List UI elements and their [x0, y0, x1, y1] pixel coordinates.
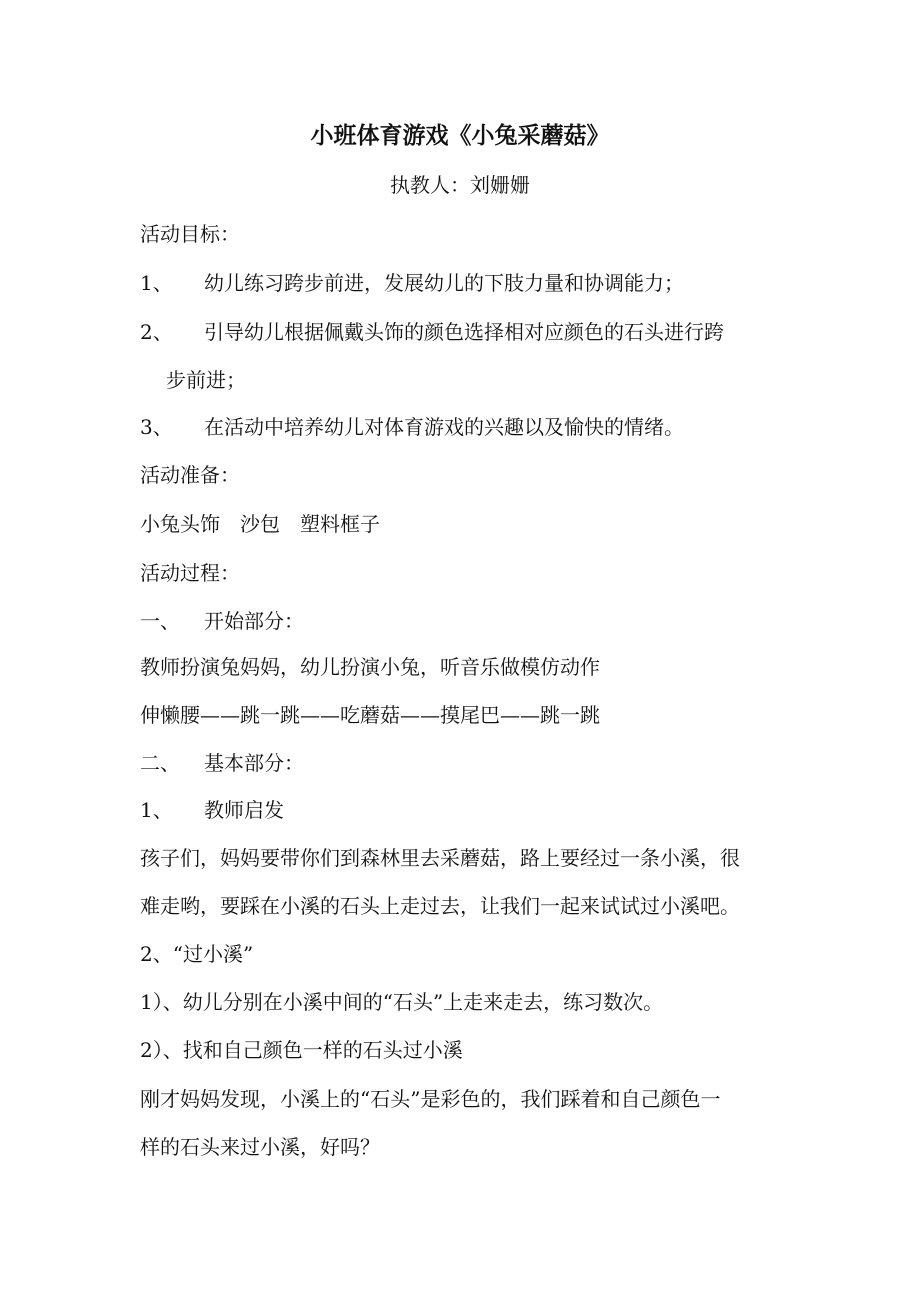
part-heading — [140, 751, 304, 775]
author-line: 执教人：刘姗姗 — [390, 173, 530, 197]
substep-line: 2）、找和自己颜色一样的石头过小溪 — [140, 1038, 463, 1062]
paragraph-line: 样的石头来过小溪，好吗？ — [140, 1135, 380, 1159]
step-number: 1、 — [140, 798, 173, 822]
goal-text: 引导幼儿根据佩戴头饰的颜色选择相对应颜色的石头进行跨 — [204, 320, 724, 344]
part-title: 开始部分： — [204, 609, 304, 633]
goal-text: 在活动中培养幼儿对体育游戏的兴趣以及愉快的情绪。 — [204, 415, 684, 439]
paragraph-line: 伸懒腰——跳一跳——吃蘑菇——摸尾巴——跳一跳 — [140, 703, 600, 727]
prep-items: 小兔头饰 沙包 塑料框子 — [140, 512, 380, 536]
goals-heading: 活动目标： — [140, 222, 240, 246]
prep-heading: 活动准备： — [140, 463, 240, 487]
paragraph-line: 难走哟，要踩在小溪的石头上走过去，让我们一起来试试过小溪吧。 — [140, 894, 740, 918]
goal-number: 2、 — [140, 320, 173, 344]
step-heading: 2、“过小溪” — [140, 942, 254, 966]
goal-text: 幼儿练习跨步前进，发展幼儿的下肢力量和协调能力； — [204, 271, 684, 295]
part-heading — [140, 609, 304, 633]
paragraph-line: 刚才妈妈发现，小溪上的“石头”是彩色的，我们踩着和自己颜色一 — [140, 1087, 721, 1111]
goal-number: 1、 — [140, 271, 173, 295]
process-heading: 活动过程： — [140, 561, 240, 585]
step-heading — [140, 798, 284, 822]
goal-item — [140, 320, 724, 344]
paragraph-line: 孩子们，妈妈要带你们到森林里去采蘑菇，路上要经过一条小溪，很 — [140, 846, 740, 870]
goal-item — [140, 415, 684, 439]
goal-number: 3、 — [140, 415, 173, 439]
paragraph-line: 教师扮演兔妈妈，幼儿扮演小兔，听音乐做模仿动作 — [140, 655, 600, 679]
part-number: 二、 — [140, 751, 180, 775]
substep-line: 1）、幼儿分别在小溪中间的“石头”上走来走去，练习数次。 — [140, 990, 664, 1014]
step-title: 教师启发 — [204, 798, 284, 822]
part-title: 基本部分： — [204, 751, 304, 775]
goal-item — [140, 271, 684, 295]
part-number: 一、 — [140, 609, 180, 633]
goal-continuation: 步前进； — [166, 368, 246, 392]
document-title: 小班体育游戏《小兔采蘑菇》 — [310, 122, 610, 149]
